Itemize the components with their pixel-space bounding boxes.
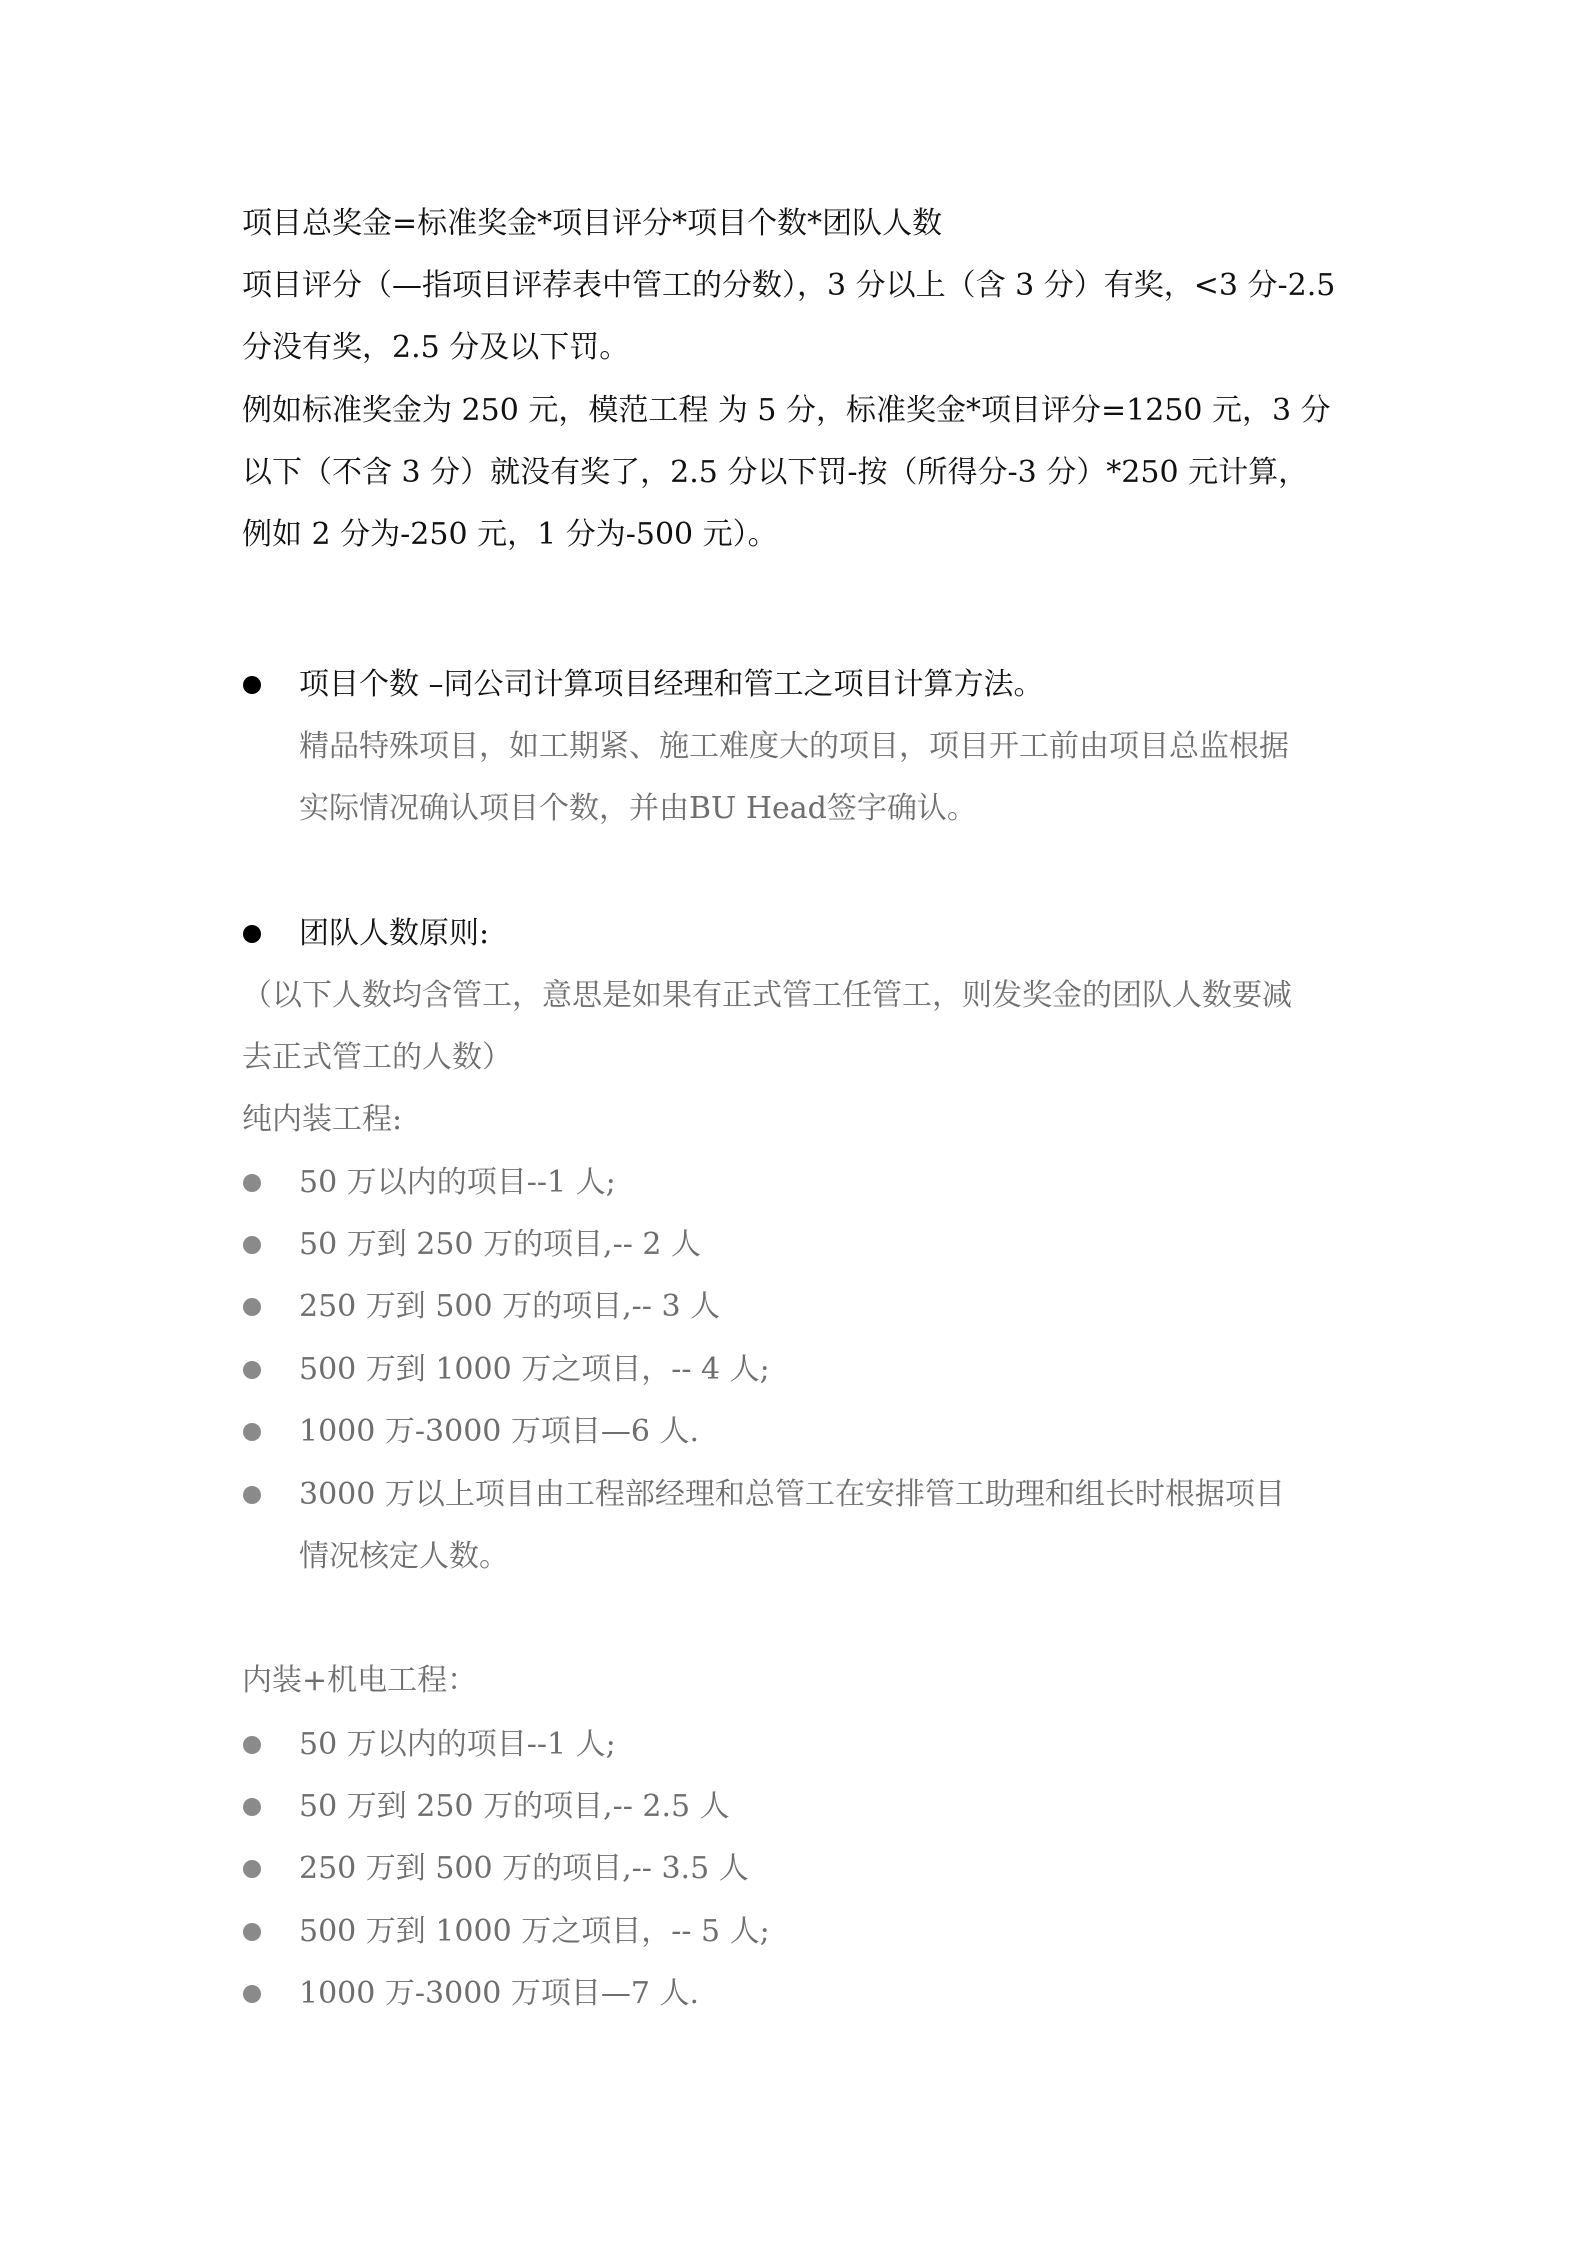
- intro-text-line: 项目评分（—指项目评荐表中管工的分数），3 分以上（含 3 分）有奖，<3 分-2.5: [242, 268, 1336, 303]
- bullet-icon: [243, 1298, 261, 1316]
- bullet-icon: [243, 1486, 261, 1504]
- bullet-icon: [243, 925, 261, 943]
- project-count-description: 精品特殊项目，如工期紧、施工难度大的项目，项目开工前由项目总监根据: [299, 729, 1289, 764]
- bullet-icon: [243, 1985, 261, 2003]
- list-item: 500 万到 1000 万之项目，-- 4 人;: [299, 1352, 770, 1387]
- list-item: 250 万到 500 万的项目,-- 3 人: [299, 1289, 721, 1324]
- interior-mep-heading: 内装+机电工程：: [242, 1663, 478, 1698]
- bullet-icon: [243, 1798, 261, 1816]
- project-count-description: 实际情况确认项目个数，并由BU Head签字确认。: [299, 791, 977, 826]
- bullet-icon: [243, 1736, 261, 1754]
- intro-text-line: 以下（不含 3 分）就没有奖了，2.5 分以下罚-按（所得分-3 分）*250 元计算，: [242, 455, 1309, 490]
- list-item: 50 万到 250 万的项目,-- 2.5 人: [299, 1789, 730, 1824]
- bullet-icon: [243, 1923, 261, 1941]
- team-size-note: （以下人数均含管工，意思是如果有正式管工任管工，则发奖金的团队人数要减: [242, 978, 1292, 1013]
- bullet-icon: [243, 1860, 261, 1878]
- list-item: 50 万以内的项目--1 人;: [299, 1165, 616, 1200]
- bullet-icon: [243, 1236, 261, 1254]
- bonus-formula-line: 项目总奖金=标准奖金*项目评分*项目个数*团队人数: [242, 206, 943, 241]
- list-item: 50 万到 250 万的项目,-- 2 人: [299, 1227, 702, 1262]
- list-item: 50 万以内的项目--1 人;: [299, 1727, 616, 1762]
- intro-text-line: 例如 2 分为-250 元，1 分为-500 元）。: [242, 517, 778, 552]
- project-count-heading: 项目个数 –同公司计算项目经理和管工之项目计算方法。: [299, 667, 1044, 702]
- bullet-icon: [243, 676, 261, 694]
- list-item: 3000 万以上项目由工程部经理和总管工在安排管工助理和组长时根据项目: [299, 1477, 1285, 1512]
- team-size-note: 去正式管工的人数）: [242, 1040, 512, 1075]
- bullet-icon: [243, 1174, 261, 1192]
- bullet-icon: [243, 1361, 261, 1379]
- bullet-icon: [243, 1423, 261, 1441]
- team-size-heading: 团队人数原则:: [299, 916, 490, 951]
- list-item: 1000 万-3000 万项目—7 人.: [299, 1976, 700, 2011]
- list-item-continuation: 情况核定人数。: [299, 1539, 509, 1574]
- list-item: 1000 万-3000 万项目—6 人.: [299, 1414, 700, 1449]
- intro-text-line: 例如标准奖金为 250 元，模范工程 为 5 分，标准奖金*项目评分=1250 元，3 分: [242, 393, 1331, 428]
- list-item: 500 万到 1000 万之项目，-- 5 人;: [299, 1914, 770, 1949]
- intro-text-line: 分没有奖，2.5 分及以下罚。: [242, 330, 630, 365]
- list-item: 250 万到 500 万的项目,-- 3.5 人: [299, 1851, 749, 1886]
- interior-heading: 纯内装工程:: [242, 1102, 403, 1137]
